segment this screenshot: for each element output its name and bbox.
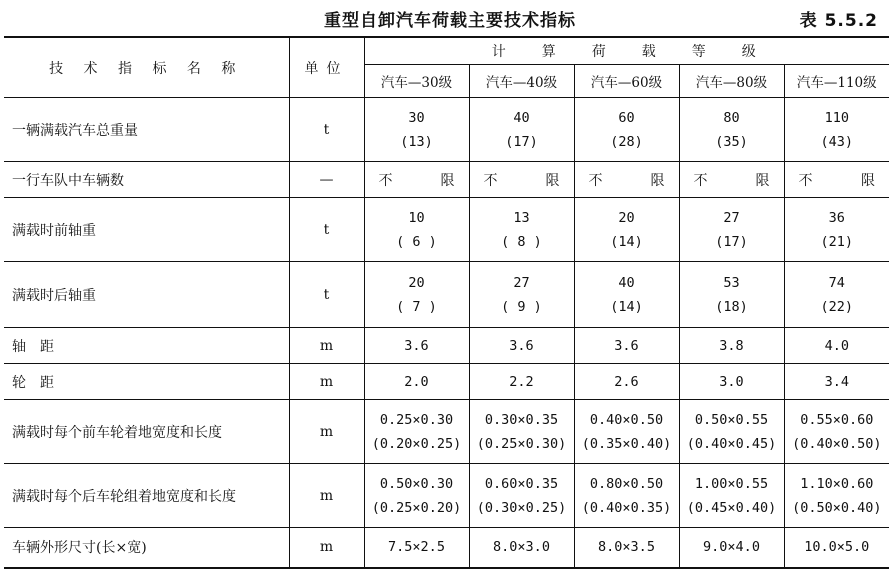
table-cell: 2.2 [469, 364, 574, 400]
table-cell: 10 ( 6 ) [364, 198, 469, 262]
table-cell: 0.55×0.60 (0.40×0.50) [784, 400, 889, 464]
table-cell: 1.10×0.60 (0.50×0.40) [784, 464, 889, 528]
row-unit: m [289, 400, 364, 464]
table-cell: 53 (18) [679, 262, 784, 328]
table-cell: 40 (17) [469, 98, 574, 162]
table-cell-unlimited: 不 限 [784, 162, 889, 198]
row-name: 满载时后轴重 [4, 262, 289, 328]
row-unit: m [289, 528, 364, 568]
table-cell: 4.0 [784, 328, 889, 364]
table-row [4, 528, 889, 568]
header-grade-60: 汽车—60级 [574, 65, 679, 98]
table-cell: 74 (22) [784, 262, 889, 328]
table-cell: 0.50×0.30 (0.25×0.20) [364, 464, 469, 528]
table-cell: 27 ( 9 ) [469, 262, 574, 328]
header-grade-110: 汽车—110级 [784, 65, 889, 98]
table-cell: 30 (13) [364, 98, 469, 162]
table-number: 表 5.5.2 [799, 11, 878, 31]
row-name: 轮距 [4, 364, 289, 400]
table-header [4, 37, 889, 98]
table-cell: 20 (14) [574, 198, 679, 262]
table-row [4, 364, 889, 400]
row-unit: t [289, 98, 364, 162]
header-unit: 单位 [289, 37, 364, 98]
table-cell: 0.25×0.30 (0.20×0.25) [364, 400, 469, 464]
table-row [4, 400, 889, 464]
table-cell: 9.0×4.0 [679, 528, 784, 568]
row-unit: t [289, 198, 364, 262]
table-cell: 3.6 [364, 328, 469, 364]
table-cell: 1.00×0.55 (0.45×0.40) [679, 464, 784, 528]
row-name: 一辆满载汽车总重量 [4, 98, 289, 162]
table-cell: 0.40×0.50 (0.35×0.40) [574, 400, 679, 464]
table-cell: 2.0 [364, 364, 469, 400]
spec-table [4, 36, 889, 569]
table-cell: 0.30×0.35 (0.25×0.30) [469, 400, 574, 464]
table-row [4, 464, 889, 528]
table-cell: 27 (17) [679, 198, 784, 262]
table-cell-unlimited: 不 限 [469, 162, 574, 198]
table-cell: 0.80×0.50 (0.40×0.35) [574, 464, 679, 528]
row-name: 车辆外形尺寸(长×宽) [4, 528, 289, 568]
table-cell-unlimited: 不 限 [679, 162, 784, 198]
table-cell: 7.5×2.5 [364, 528, 469, 568]
table-cell: 20 ( 7 ) [364, 262, 469, 328]
table-cell: 3.6 [574, 328, 679, 364]
table-cell: 8.0×3.0 [469, 528, 574, 568]
table-row [4, 328, 889, 364]
table-cell: 40 (14) [574, 262, 679, 328]
table-cell: 10.0×5.0 [784, 528, 889, 568]
table-cell: 3.6 [469, 328, 574, 364]
header-indicator: 技 术 指 标 名 称 [4, 37, 289, 98]
table-row [4, 198, 889, 262]
table-cell: 0.60×0.35 (0.30×0.25) [469, 464, 574, 528]
row-name: 满载时每个后车轮组着地宽度和长度 [4, 464, 289, 528]
header-grade-80: 汽车—80级 [679, 65, 784, 98]
title-bar [0, 0, 896, 34]
row-unit: m [289, 364, 364, 400]
table-row [4, 98, 889, 162]
row-name: 轴距 [4, 328, 289, 364]
row-unit: t [289, 262, 364, 328]
table-cell: 3.8 [679, 328, 784, 364]
table-cell: 110 (43) [784, 98, 889, 162]
table-title: 重型自卸汽车荷载主要技术指标 [324, 11, 576, 31]
row-unit: m [289, 328, 364, 364]
table-cell: 3.0 [679, 364, 784, 400]
table-cell: 80 (35) [679, 98, 784, 162]
table-cell: 0.50×0.55 (0.40×0.45) [679, 400, 784, 464]
table-row [4, 262, 889, 328]
table-cell: 13 ( 8 ) [469, 198, 574, 262]
table-row [4, 162, 889, 198]
table-cell: 2.6 [574, 364, 679, 400]
row-name: 一行车队中车辆数 [4, 162, 289, 198]
row-unit: m [289, 464, 364, 528]
table-cell-unlimited: 不 限 [364, 162, 469, 198]
table-cell: 3.4 [784, 364, 889, 400]
row-name: 满载时前轴重 [4, 198, 289, 262]
table-cell: 60 (28) [574, 98, 679, 162]
table-cell: 8.0×3.5 [574, 528, 679, 568]
row-unit: — [289, 162, 364, 198]
header-grade-40: 汽车—40级 [469, 65, 574, 98]
table-cell-unlimited: 不 限 [574, 162, 679, 198]
row-name: 满载时每个前车轮着地宽度和长度 [4, 400, 289, 464]
table-cell: 36 (21) [784, 198, 889, 262]
header-load-grade-group: 计算荷载等级 [364, 37, 889, 65]
header-grade-30: 汽车—30级 [364, 65, 469, 98]
